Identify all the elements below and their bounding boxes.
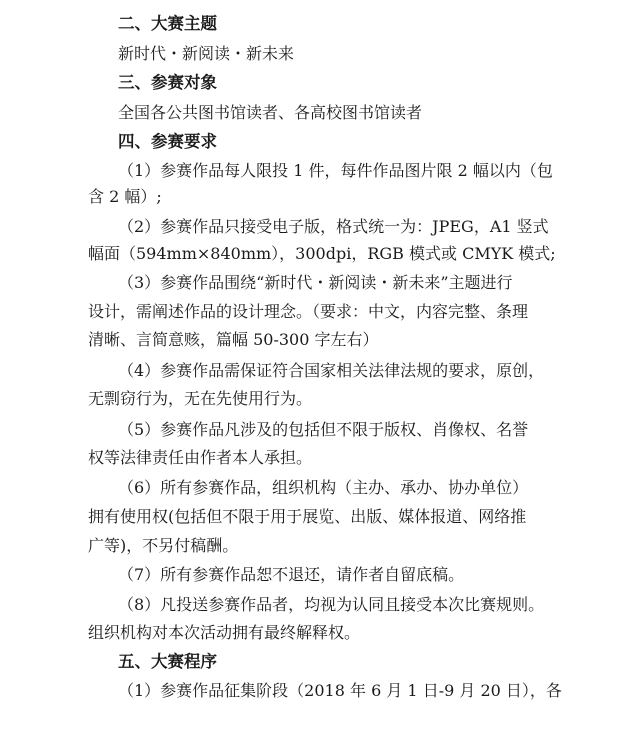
requirement-8-line-2: 组织机构对本次活动拥有最终解释权。 — [88, 623, 361, 642]
requirement-6-line-3: 广等)，不另付稿酬。 — [88, 536, 239, 555]
requirement-5-line-1: （5）参赛作品凡涉及的包括但不限于版权、肖像权、名誉 — [118, 420, 529, 439]
requirement-2-line-2: 幅面（594mm×840mm），300dpi，RGB 模式或 CMYK 模式; — [88, 244, 556, 263]
requirement-7-line-1: （7）所有参赛作品恕不退还，请作者自留底稿。 — [118, 565, 465, 584]
requirement-4-line-1: （4）参赛作品需保证符合国家相关法律法规的要求，原创， — [118, 361, 545, 380]
requirement-1-line-1: （1）参赛作品每人限投 1 件，每件作品图片限 2 幅以内（包 — [118, 161, 553, 180]
requirement-6-line-2: 拥有使用权(包括但不限于用于展览、出版、媒体报道、网络推 — [88, 507, 527, 526]
section-heading-participants: 三、参赛对象 — [118, 73, 217, 92]
requirement-1-line-2: 含 2 幅）; — [88, 187, 162, 206]
requirement-6-line-1: （6）所有参赛作品，组织机构（主办、承办、协办单位） — [118, 478, 529, 497]
requirement-3-line-2: 设计，需阐述作品的设计理念。（要求：中文，内容完整、条理 — [88, 302, 529, 321]
requirement-8-line-1: （8）凡投送参赛作品者，均视为认同且接受本次比赛规则。 — [118, 595, 545, 614]
requirement-3-line-3: 清晰、言简意赅，篇幅 50-300 字左右） — [88, 330, 379, 349]
requirement-3-line-1: （3）参赛作品围绕“新时代・新阅读・新未来”主题进行 — [118, 273, 513, 292]
section-heading-procedure: 五、大赛程序 — [118, 652, 217, 671]
theme-text: 新时代・新阅读・新未来 — [118, 44, 295, 63]
requirement-4-line-2: 无剽窃行为，无在先使用行为。 — [88, 389, 313, 408]
section-heading-theme: 二、大赛主题 — [118, 14, 217, 33]
participants-text: 全国各公共图书馆读者、各高校图书馆读者 — [118, 103, 423, 122]
section-heading-requirements: 四、参赛要求 — [118, 132, 217, 151]
requirement-5-line-2: 权等法律责任由作者本人承担。 — [88, 448, 313, 467]
procedure-1-line-1: （1）参赛作品征集阶段（2018 年 6 月 1 日-9 月 20 日），各 — [118, 681, 562, 700]
requirement-2-line-1: （2）参赛作品只接受电子版，格式统一为：JPEG，A1 竖式 — [118, 217, 549, 236]
